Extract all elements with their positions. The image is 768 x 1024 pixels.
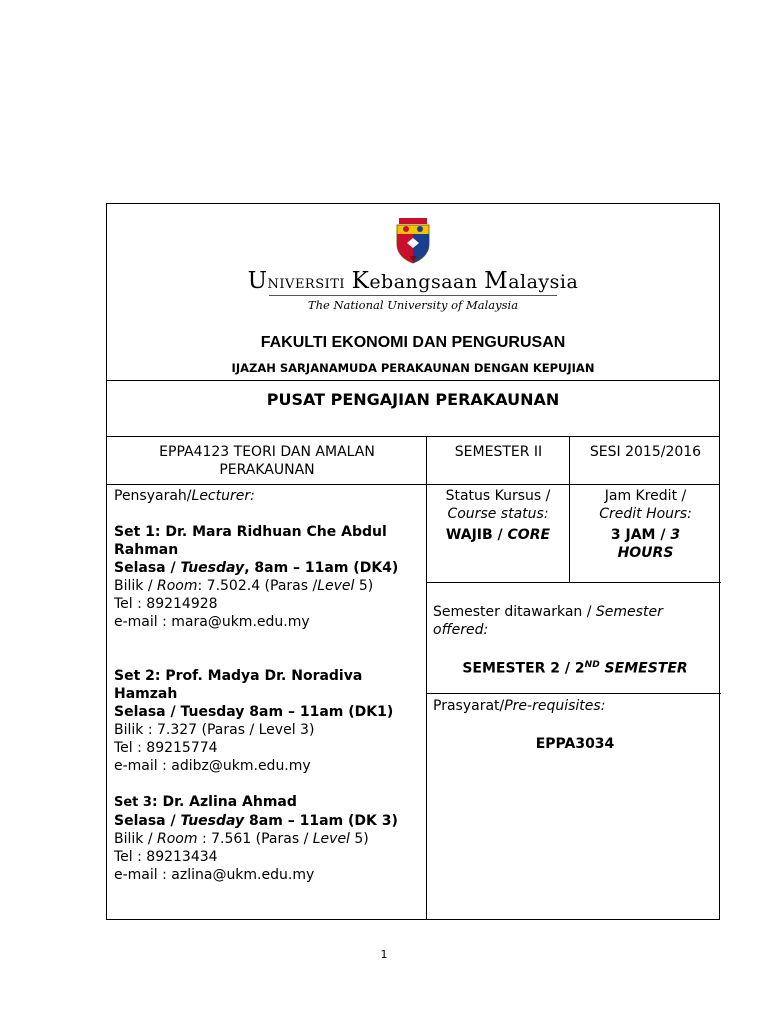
set-1-tel: Tel : 89214928 xyxy=(114,596,218,612)
semester-offered xyxy=(433,603,717,678)
divider xyxy=(569,436,570,484)
university-logo xyxy=(107,216,719,375)
prerequisites xyxy=(433,697,717,753)
prerequisites-label: Prasyarat/Pre-requisites: xyxy=(433,698,606,714)
semester-offered-label: Semester ditawarkan / Semester offered: xyxy=(433,604,663,638)
divider xyxy=(427,693,721,694)
set-3-schedule: Selasa / Tuesday 8am – 11am (DK 3) xyxy=(114,813,398,829)
set-1-room: Bilik / Room: 7.502.4 (Paras /Level 5) xyxy=(114,578,374,594)
course-status xyxy=(427,487,569,544)
set-3-name: Set 3: Dr. Azlina Ahmad xyxy=(114,794,297,810)
status-value: WAJIB / CORE xyxy=(445,527,551,543)
prerequisites-value: EPPA3034 xyxy=(535,736,615,752)
school-row xyxy=(107,380,719,437)
divider xyxy=(427,582,721,583)
lecturer-set-2 xyxy=(114,667,424,775)
credit-value: 3 JAM / 3 HOURS xyxy=(610,527,681,561)
course-semester: SEMESTER II xyxy=(454,444,543,460)
course-row xyxy=(107,436,719,485)
faculty-title: FAKULTI EKONOMI DAN PENGURUSAN xyxy=(260,334,566,351)
divider xyxy=(426,484,427,920)
status-label-en: Course status: xyxy=(447,506,549,522)
university-subtitle: The National University of Malaysia xyxy=(307,298,519,312)
lecturer-set-1 xyxy=(114,523,424,631)
credit-label: Jam Kredit / xyxy=(604,488,687,504)
programme-title: IJAZAH SARJANAMUDA PERAKAUNAN DENGAN KEPUJIAN xyxy=(231,361,595,375)
set-3-email: e-mail : azlina@ukm.edu.my xyxy=(114,867,315,883)
logo-divider xyxy=(269,295,557,296)
lecturer-section xyxy=(114,487,424,884)
course-session: SESI 2015/2016 xyxy=(589,444,702,460)
set-1-schedule: Selasa / Tuesday, 8am – 11am (DK4) xyxy=(114,560,399,576)
school-title: PUSAT PENGAJIAN PERAKAUNAN xyxy=(266,390,560,409)
divider xyxy=(426,436,427,484)
set-3-room: Bilik / Room : 7.561 (Paras / Level 5) xyxy=(114,831,369,847)
set-2-tel: Tel : 89215774 xyxy=(114,740,218,756)
lecturer-set-3 xyxy=(114,793,424,884)
set-2-name: Set 2: Prof. Madya Dr. Noradiva Hamzah xyxy=(114,668,363,702)
credit-hours xyxy=(570,487,721,562)
status-label: Status Kursus / xyxy=(445,488,551,504)
course-info-table xyxy=(106,203,720,920)
page-number: 1 xyxy=(380,948,388,961)
set-2-room: Bilik : 7.327 (Paras / Level 3) xyxy=(114,722,315,738)
credit-label-en: Credit Hours: xyxy=(599,506,692,522)
semester-offered-value: SEMESTER 2 / 2ND SEMESTER xyxy=(462,660,688,677)
course-code-title: EPPA4123 TEORI DAN AMALAN PERAKAUNAN xyxy=(159,444,375,478)
set-1-name: Set 1: Dr. Mara Ridhuan Che Abdul Rahman xyxy=(114,524,387,558)
lecturer-label: Pensyarah/Lecturer: xyxy=(114,488,255,504)
university-name: Universiti Kebangsaan Malaysia xyxy=(247,268,579,294)
crest-icon xyxy=(393,216,433,264)
set-1-email: e-mail : mara@ukm.edu.my xyxy=(114,614,310,630)
set-3-tel: Tel : 89213434 xyxy=(114,849,218,865)
set-2-schedule: Selasa / Tuesday 8am – 11am (DK1) xyxy=(114,704,394,720)
set-2-email: e-mail : adibz@ukm.edu.my xyxy=(114,758,311,774)
header-row xyxy=(107,204,719,381)
